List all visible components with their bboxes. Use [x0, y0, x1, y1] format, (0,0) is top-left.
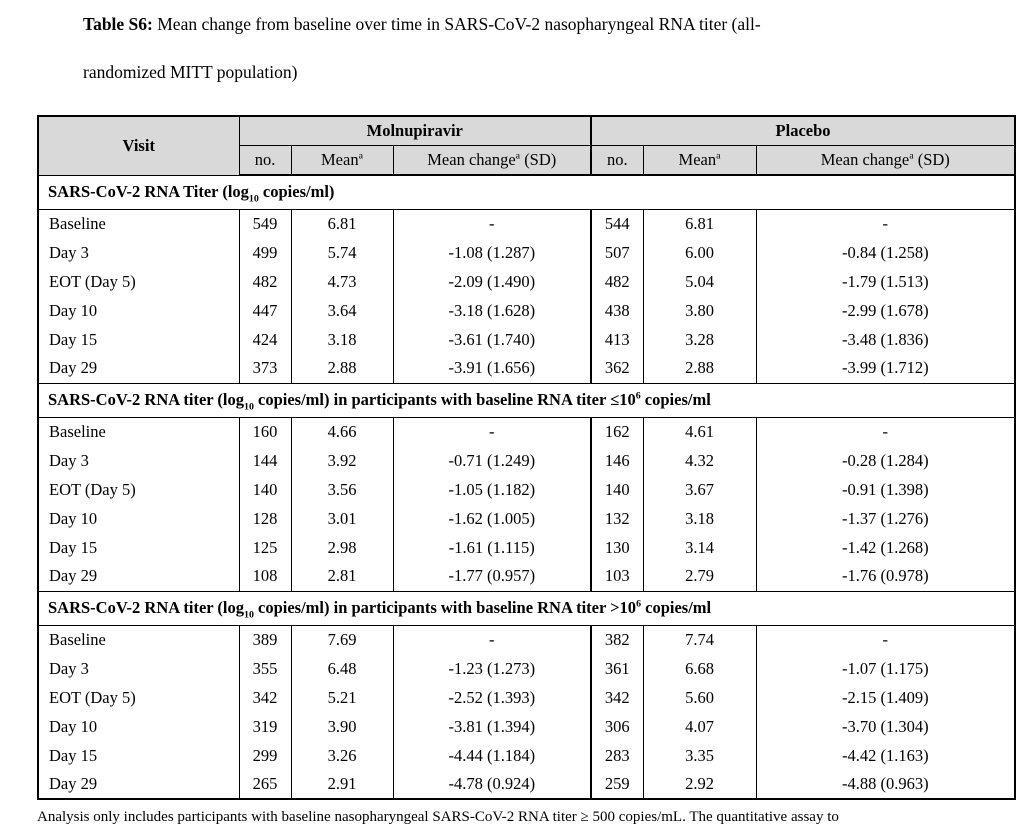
- pla-no-cell: 146: [591, 446, 643, 475]
- section-header-row-2: [38, 383, 1015, 417]
- visit-cell: Day 29: [38, 770, 239, 799]
- visit-cell: Baseline: [38, 209, 239, 238]
- column-header-mol-mean: Mean$^a$: [291, 145, 393, 175]
- pla-mean-change-cell: -4.42 (1.163): [756, 741, 1015, 770]
- mol-no-cell: 265: [239, 770, 291, 799]
- mol-mean-cell: 5.21: [291, 683, 393, 712]
- section-title-2: SARS-CoV-2 RNA titer ($\log_{10}$ copies/ml) in participants with baseline RNA titer $\le 10^6$ copies/ml: [38, 383, 1015, 417]
- mol-mean-cell: 3.90: [291, 712, 393, 741]
- mol-mean-cell: 3.92: [291, 446, 393, 475]
- mol-mean-change-cell: -1.77 (0.957): [393, 562, 591, 591]
- pla-no-cell: 162: [591, 417, 643, 446]
- mol-no-cell: 108: [239, 562, 291, 591]
- pla-mean-change-cell: -1.07 (1.175): [756, 654, 1015, 683]
- visit-cell: Day 15: [38, 741, 239, 770]
- visit-cell: Day 3: [38, 238, 239, 267]
- mol-mean-change-cell: -4.44 (1.184): [393, 741, 591, 770]
- pla-no-cell: 482: [591, 267, 643, 296]
- group-header-molnupiravir: Molnupiravir: [239, 116, 591, 145]
- column-header-mol-no: no.: [239, 145, 291, 175]
- pla-mean-change-cell: -0.91 (1.398): [756, 475, 1015, 504]
- pla-mean-change-cell: -: [756, 209, 1015, 238]
- pla-mean-change-cell: -: [756, 417, 1015, 446]
- visit-cell: Day 3: [38, 654, 239, 683]
- table-row: [38, 504, 1015, 533]
- table-row: [38, 354, 1015, 383]
- mol-mean-change-cell: -3.91 (1.656): [393, 354, 591, 383]
- mol-mean-cell: 4.66: [291, 417, 393, 446]
- mol-no-cell: 342: [239, 683, 291, 712]
- mol-mean-change-cell: -3.61 (1.740): [393, 325, 591, 354]
- pla-no-cell: 132: [591, 504, 643, 533]
- table-row: [38, 417, 1015, 446]
- pla-mean-cell: 2.79: [643, 562, 756, 591]
- visit-cell: EOT (Day 5): [38, 267, 239, 296]
- table-row: [38, 446, 1015, 475]
- table-footnote: Analysis only includes participants with baseline nasopharyngeal SARS-CoV-2 RNA titer ≥ 500 copies/mL. The quantitative assay to: [37, 809, 839, 825]
- pla-no-cell: 306: [591, 712, 643, 741]
- results-table: [37, 115, 1016, 800]
- visit-cell: Day 29: [38, 354, 239, 383]
- pla-mean-cell: 4.61: [643, 417, 756, 446]
- pla-mean-cell: 4.32: [643, 446, 756, 475]
- mol-mean-change-cell: -1.05 (1.182): [393, 475, 591, 504]
- pla-no-cell: 140: [591, 475, 643, 504]
- column-header-pla-no: no.: [591, 145, 643, 175]
- visit-cell: Day 15: [38, 325, 239, 354]
- pla-no-cell: 362: [591, 354, 643, 383]
- pla-mean-cell: 4.07: [643, 712, 756, 741]
- pla-mean-change-cell: -2.15 (1.409): [756, 683, 1015, 712]
- visit-cell: Day 3: [38, 446, 239, 475]
- mol-mean-change-cell: -1.08 (1.287): [393, 238, 591, 267]
- pla-no-cell: 361: [591, 654, 643, 683]
- pla-mean-change-cell: -3.70 (1.304): [756, 712, 1015, 741]
- mol-no-cell: 319: [239, 712, 291, 741]
- mol-no-cell: 125: [239, 533, 291, 562]
- mol-mean-change-cell: -1.61 (1.115): [393, 533, 591, 562]
- pla-mean-change-cell: -1.76 (0.978): [756, 562, 1015, 591]
- table-caption-text: Mean change from baseline over time in SARS-CoV-2 nasopharyngeal RNA titer (all-: [152, 14, 761, 34]
- pla-mean-cell: 3.18: [643, 504, 756, 533]
- visit-cell: EOT (Day 5): [38, 683, 239, 712]
- pla-mean-cell: 3.67: [643, 475, 756, 504]
- pla-mean-change-cell: -0.84 (1.258): [756, 238, 1015, 267]
- mol-mean-cell: 4.73: [291, 267, 393, 296]
- table-row: [38, 267, 1015, 296]
- table-row: [38, 770, 1015, 799]
- mol-no-cell: 144: [239, 446, 291, 475]
- section-header-row-1: [38, 175, 1015, 209]
- mol-no-cell: 424: [239, 325, 291, 354]
- mol-mean-cell: 6.48: [291, 654, 393, 683]
- mol-mean-cell: 2.88: [291, 354, 393, 383]
- pla-mean-change-cell: -3.48 (1.836): [756, 325, 1015, 354]
- mol-mean-change-cell: -1.23 (1.273): [393, 654, 591, 683]
- column-header-visit: Visit: [38, 116, 239, 175]
- table-caption-line1: [83, 13, 761, 35]
- pla-mean-change-cell: -1.42 (1.268): [756, 533, 1015, 562]
- pla-mean-cell: 6.00: [643, 238, 756, 267]
- mol-mean-cell: 2.81: [291, 562, 393, 591]
- pla-mean-change-cell: -: [756, 625, 1015, 654]
- visit-cell: Day 29: [38, 562, 239, 591]
- mol-mean-cell: 6.81: [291, 209, 393, 238]
- table-row: [38, 654, 1015, 683]
- table-row: [38, 238, 1015, 267]
- pla-no-cell: 507: [591, 238, 643, 267]
- pla-mean-cell: 3.35: [643, 741, 756, 770]
- table-row: [38, 625, 1015, 654]
- column-header-pla-mean-change: Mean change$^a$ (SD): [756, 145, 1015, 175]
- mol-mean-change-cell: -2.52 (1.393): [393, 683, 591, 712]
- pla-no-cell: 342: [591, 683, 643, 712]
- visit-cell: Day 10: [38, 504, 239, 533]
- mol-no-cell: 128: [239, 504, 291, 533]
- table-row: [38, 209, 1015, 238]
- mol-no-cell: 373: [239, 354, 291, 383]
- table-row: [38, 325, 1015, 354]
- column-header-mol-mean-change: Mean change$^a$ (SD): [393, 145, 591, 175]
- mol-no-cell: 160: [239, 417, 291, 446]
- mol-no-cell: 355: [239, 654, 291, 683]
- section-header-row-3: [38, 591, 1015, 625]
- mol-mean-change-cell: -3.81 (1.394): [393, 712, 591, 741]
- mol-mean-cell: 2.98: [291, 533, 393, 562]
- section-title-1: SARS-CoV-2 RNA Titer ($\log_{10}$ copies/ml): [38, 175, 1015, 209]
- pla-mean-cell: 6.68: [643, 654, 756, 683]
- table-row: [38, 296, 1015, 325]
- mol-mean-change-cell: -: [393, 625, 591, 654]
- pla-mean-cell: 7.74: [643, 625, 756, 654]
- mol-no-cell: 482: [239, 267, 291, 296]
- mol-mean-cell: 3.56: [291, 475, 393, 504]
- mol-mean-cell: 5.74: [291, 238, 393, 267]
- pla-mean-cell: 3.80: [643, 296, 756, 325]
- table-row: [38, 533, 1015, 562]
- pla-mean-cell: 5.04: [643, 267, 756, 296]
- pla-no-cell: 283: [591, 741, 643, 770]
- visit-cell: Baseline: [38, 417, 239, 446]
- mol-no-cell: 299: [239, 741, 291, 770]
- mol-mean-cell: 3.26: [291, 741, 393, 770]
- mol-no-cell: 447: [239, 296, 291, 325]
- pla-no-cell: 544: [591, 209, 643, 238]
- mol-mean-cell: 7.69: [291, 625, 393, 654]
- mol-mean-cell: 2.91: [291, 770, 393, 799]
- pla-mean-change-cell: -1.79 (1.513): [756, 267, 1015, 296]
- pla-no-cell: 130: [591, 533, 643, 562]
- table-row: [38, 475, 1015, 504]
- pla-no-cell: 103: [591, 562, 643, 591]
- table-row: [38, 683, 1015, 712]
- table-row: [38, 562, 1015, 591]
- table-caption-label: Table S6:: [83, 14, 153, 34]
- table-row: [38, 712, 1015, 741]
- section-title-3: SARS-CoV-2 RNA titer ($\log_{10}$ copies/ml) in participants with baseline RNA titer $>10^6$ copies/ml: [38, 591, 1015, 625]
- mol-no-cell: 389: [239, 625, 291, 654]
- visit-cell: Day 10: [38, 712, 239, 741]
- pla-mean-cell: 2.88: [643, 354, 756, 383]
- pla-mean-cell: 2.92: [643, 770, 756, 799]
- column-header-pla-mean: Mean$^a$: [643, 145, 756, 175]
- table-header: [38, 116, 1015, 175]
- mol-mean-change-cell: -: [393, 209, 591, 238]
- mol-mean-cell: 3.64: [291, 296, 393, 325]
- pla-mean-cell: 6.81: [643, 209, 756, 238]
- table-body: [38, 175, 1015, 799]
- visit-cell: Day 15: [38, 533, 239, 562]
- mol-mean-change-cell: -1.62 (1.005): [393, 504, 591, 533]
- mol-mean-change-cell: -: [393, 417, 591, 446]
- mol-no-cell: 140: [239, 475, 291, 504]
- pla-no-cell: 382: [591, 625, 643, 654]
- mol-mean-change-cell: -3.18 (1.628): [393, 296, 591, 325]
- pla-mean-change-cell: -2.99 (1.678): [756, 296, 1015, 325]
- pla-mean-cell: 3.28: [643, 325, 756, 354]
- visit-cell: Baseline: [38, 625, 239, 654]
- mol-mean-change-cell: -2.09 (1.490): [393, 267, 591, 296]
- table-caption-line2: randomized MITT population): [83, 62, 298, 82]
- mol-no-cell: 499: [239, 238, 291, 267]
- group-header-placebo: Placebo: [591, 116, 1015, 145]
- pla-mean-change-cell: -1.37 (1.276): [756, 504, 1015, 533]
- visit-cell: Day 10: [38, 296, 239, 325]
- pla-mean-cell: 5.60: [643, 683, 756, 712]
- group-header-row: [38, 116, 1015, 145]
- visit-cell: EOT (Day 5): [38, 475, 239, 504]
- pla-mean-change-cell: -4.88 (0.963): [756, 770, 1015, 799]
- mol-mean-cell: 3.18: [291, 325, 393, 354]
- pla-no-cell: 259: [591, 770, 643, 799]
- pla-mean-change-cell: -3.99 (1.712): [756, 354, 1015, 383]
- mol-mean-change-cell: -4.78 (0.924): [393, 770, 591, 799]
- pla-no-cell: 438: [591, 296, 643, 325]
- mol-no-cell: 549: [239, 209, 291, 238]
- mol-mean-change-cell: -0.71 (1.249): [393, 446, 591, 475]
- pla-mean-cell: 3.14: [643, 533, 756, 562]
- pla-mean-change-cell: -0.28 (1.284): [756, 446, 1015, 475]
- table-row: [38, 741, 1015, 770]
- pla-no-cell: 413: [591, 325, 643, 354]
- mol-mean-cell: 3.01: [291, 504, 393, 533]
